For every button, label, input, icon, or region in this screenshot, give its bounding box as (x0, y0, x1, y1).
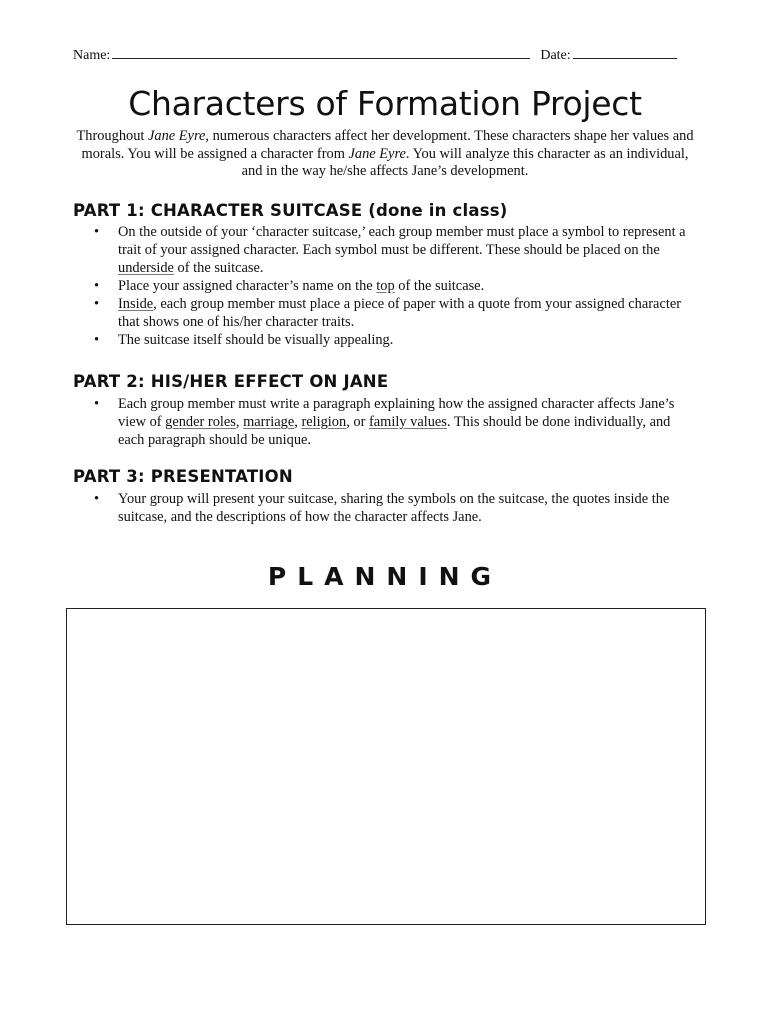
bullet-icon: • (94, 396, 100, 412)
item-text: The suitcase itself should be visually appealing. (118, 332, 394, 348)
underlined-word: marriage (243, 414, 295, 430)
list-item (92, 490, 697, 526)
item-text: Each group member must write a paragraph explaining how the assigned character affects Jane’s view of (118, 396, 675, 430)
part2-heading: PART 2: HIS/HER EFFECT ON JANE (73, 372, 389, 391)
underlined-word: underside (118, 260, 174, 276)
date-field[interactable] (573, 46, 677, 59)
bullet-icon: • (94, 224, 100, 240)
list-item (92, 395, 697, 449)
intro-text: , numerous characters affect her development. These characters shape her values and morals. You will be assigned a character from (81, 128, 694, 162)
planning-heading: PLANNING (267, 562, 503, 591)
name-date-line (73, 46, 698, 64)
bullet-icon: • (94, 491, 100, 507)
bullet-icon: • (94, 296, 100, 312)
list-item (92, 223, 697, 277)
intro-text: . You will analyze this character as an individual, and in the way he/she affects Jane’s development. (241, 145, 689, 180)
page-title: Characters of Formation Project (128, 84, 642, 123)
part1-list (92, 223, 697, 349)
item-text: On the outside of your ‘character suitcase,’ each group member must place a symbol to represent a trait of your assigned character. Each symbol must be different. These should be placed on the (118, 224, 686, 258)
item-text: Your group will present your suitcase, sharing the symbols on the suitcase, the quotes inside the suitcase, and the descriptions of how the character affects Jane. (118, 491, 670, 525)
underlined-word: religion (301, 414, 347, 430)
part2-list (92, 395, 697, 449)
list-item (92, 277, 697, 295)
part3-heading: PART 3: PRESENTATION (73, 467, 293, 486)
list-item (92, 331, 697, 349)
intro-text: Throughout (76, 128, 148, 144)
name-field[interactable] (112, 46, 530, 59)
item-text: , each group member must place a piece of paper with a quote from your assigned character that shows one of his/her character traits. (118, 296, 682, 330)
item-text: of the suitcase. (394, 278, 485, 294)
book-title: Jane Eyre (148, 128, 206, 144)
list-item (92, 295, 697, 331)
intro-paragraph (70, 128, 700, 181)
bullet-icon: • (94, 332, 100, 348)
date-label: Date: (540, 48, 571, 63)
item-text: , or (346, 414, 369, 430)
item-text: , (235, 414, 244, 430)
part1-heading: PART 1: CHARACTER SUITCASE (done in class) (73, 201, 508, 220)
bullet-icon: • (94, 278, 100, 294)
item-text: Place your assigned character’s name on the (118, 278, 377, 294)
item-text: of the suitcase. (173, 260, 264, 276)
underlined-word: top (376, 278, 395, 294)
name-label: Name: (73, 48, 111, 63)
item-text: . This should be done individually, and each paragraph should be unique. (118, 414, 671, 448)
underlined-word: family values (368, 414, 447, 430)
underlined-word: Inside (118, 296, 154, 312)
underlined-word: gender roles (165, 414, 236, 430)
item-text: , (294, 414, 302, 430)
planning-box[interactable] (66, 608, 706, 925)
part3-list (92, 490, 697, 526)
book-title: Jane Eyre (348, 145, 406, 162)
